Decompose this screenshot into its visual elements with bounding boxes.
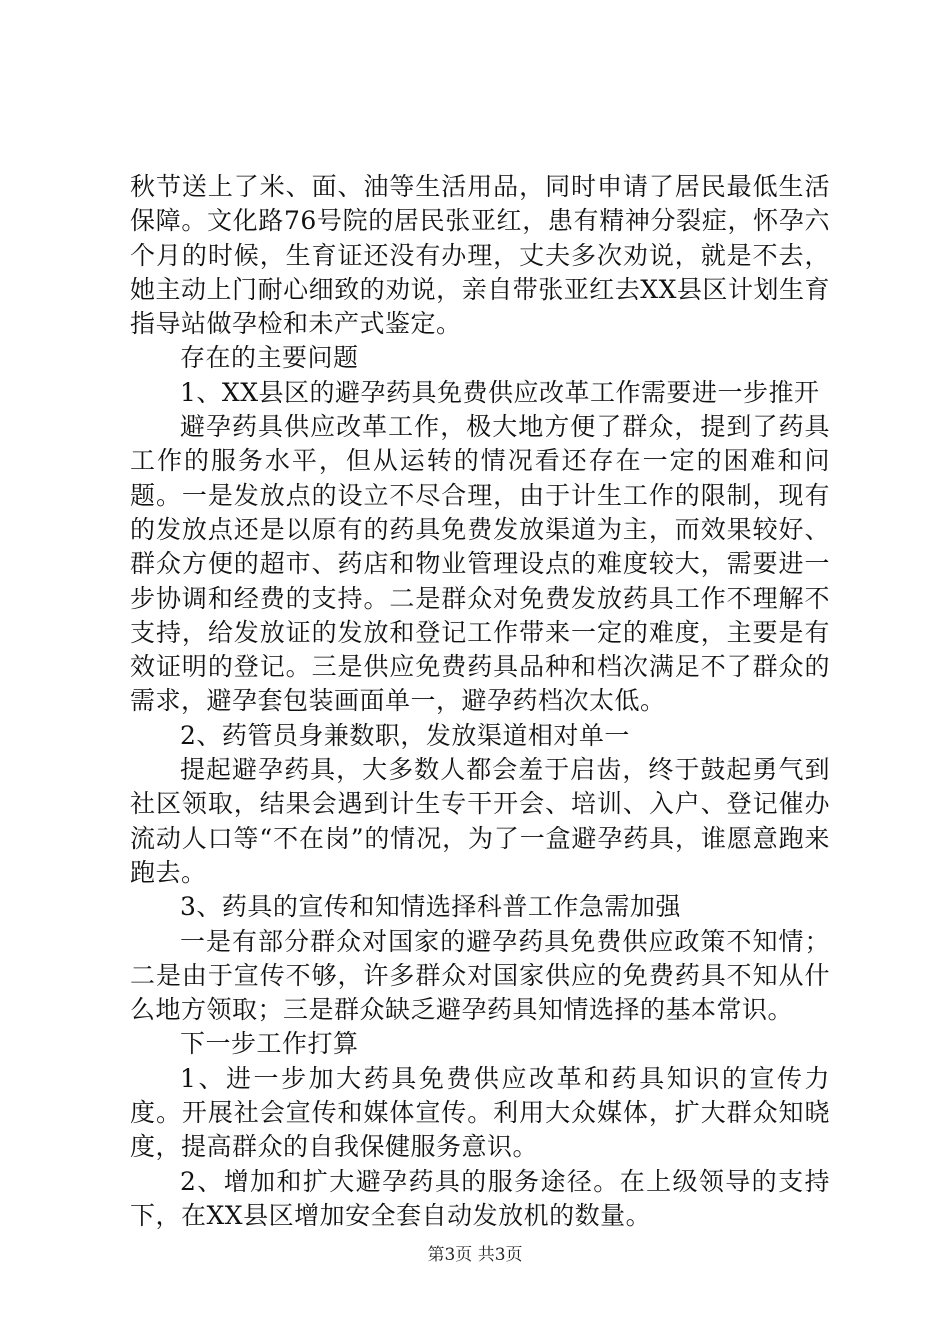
paragraph-next-step-1: 1、进一步加大药具免费供应改革和药具知识的宣传力度。开展社会宣传和媒体宣传。利用大众媒体，扩大群众知晓度，提高群众的自我保健服务意识。 xyxy=(130,1063,830,1162)
subheading-problem-1: 1、XX县区的避孕药具免费供应改革工作需要进一步推开 xyxy=(180,377,820,407)
paragraph-problem-1: 避孕药具供应改革工作，极大地方便了群众，提到了药具工作的服务水平，但从运转的情况看还存在一定的困难和问题。一是发放点的设立不尽合理，由于计生工作的限制，现有的发放点还是以原有的药具免费发放渠道为主，而效果较好、群众方便的超市、药店和物业管理设点的难度较大，需要进一步协调和经费的支持。二是群众对免费发放药具工作不理解不支持，给发放证的发放和登记工作带来一定的难度，主要是有效证明的登记。三是供应免费药具品种和档次满足不了群众的需求，避孕套包装画面单一，避孕药档次太低。 xyxy=(130,412,830,716)
document-body xyxy=(130,170,830,1233)
paragraph-problem-3: 一是有部分群众对国家的避孕药具免费供应政策不知情；二是由于宣传不够，许多群众对国家供应的免费药具不知从什么地方领取；三是群众缺乏避孕药具知情选择的基本常识。 xyxy=(130,926,830,1025)
paragraph-continuation: 秋节送上了米、面、油等生活用品，同时申请了居民最低生活保障。文化路76号院的居民张亚红，患有精神分裂症，怀孕六个月的时候，生育证还没有办理，丈夫多次劝说，就是不去，她主动上门耐心细致的劝说，亲自带张亚红去XX县区计划生育指导站做孕检和未产式鉴定。 xyxy=(130,172,830,339)
subheading-problem-3: 3、药具的宣传和知情选择科普工作急需加强 xyxy=(180,892,681,922)
page-number-footer: 第3页 共3页 xyxy=(427,1245,523,1265)
section-heading-problems: 存在的主要问题 xyxy=(180,343,359,373)
section-heading-next-steps: 下一步工作打算 xyxy=(180,1029,359,1059)
paragraph-problem-2: 提起避孕药具，大多数人都会羞于启齿，终于鼓起勇气到社区领取，结果会遇到计生专干开会、培训、入户、登记催办流动人口等“不在岗”的情况，为了一盒避孕药具，谁愿意跑来跑去。 xyxy=(130,755,830,887)
paragraph-next-step-2: 2、增加和扩大避孕药具的服务途径。在上级领导的支持下，在XX县区增加安全套自动发放机的数量。 xyxy=(130,1166,830,1230)
subheading-problem-2: 2、药管员身兼数职，发放渠道相对单一 xyxy=(180,720,630,750)
